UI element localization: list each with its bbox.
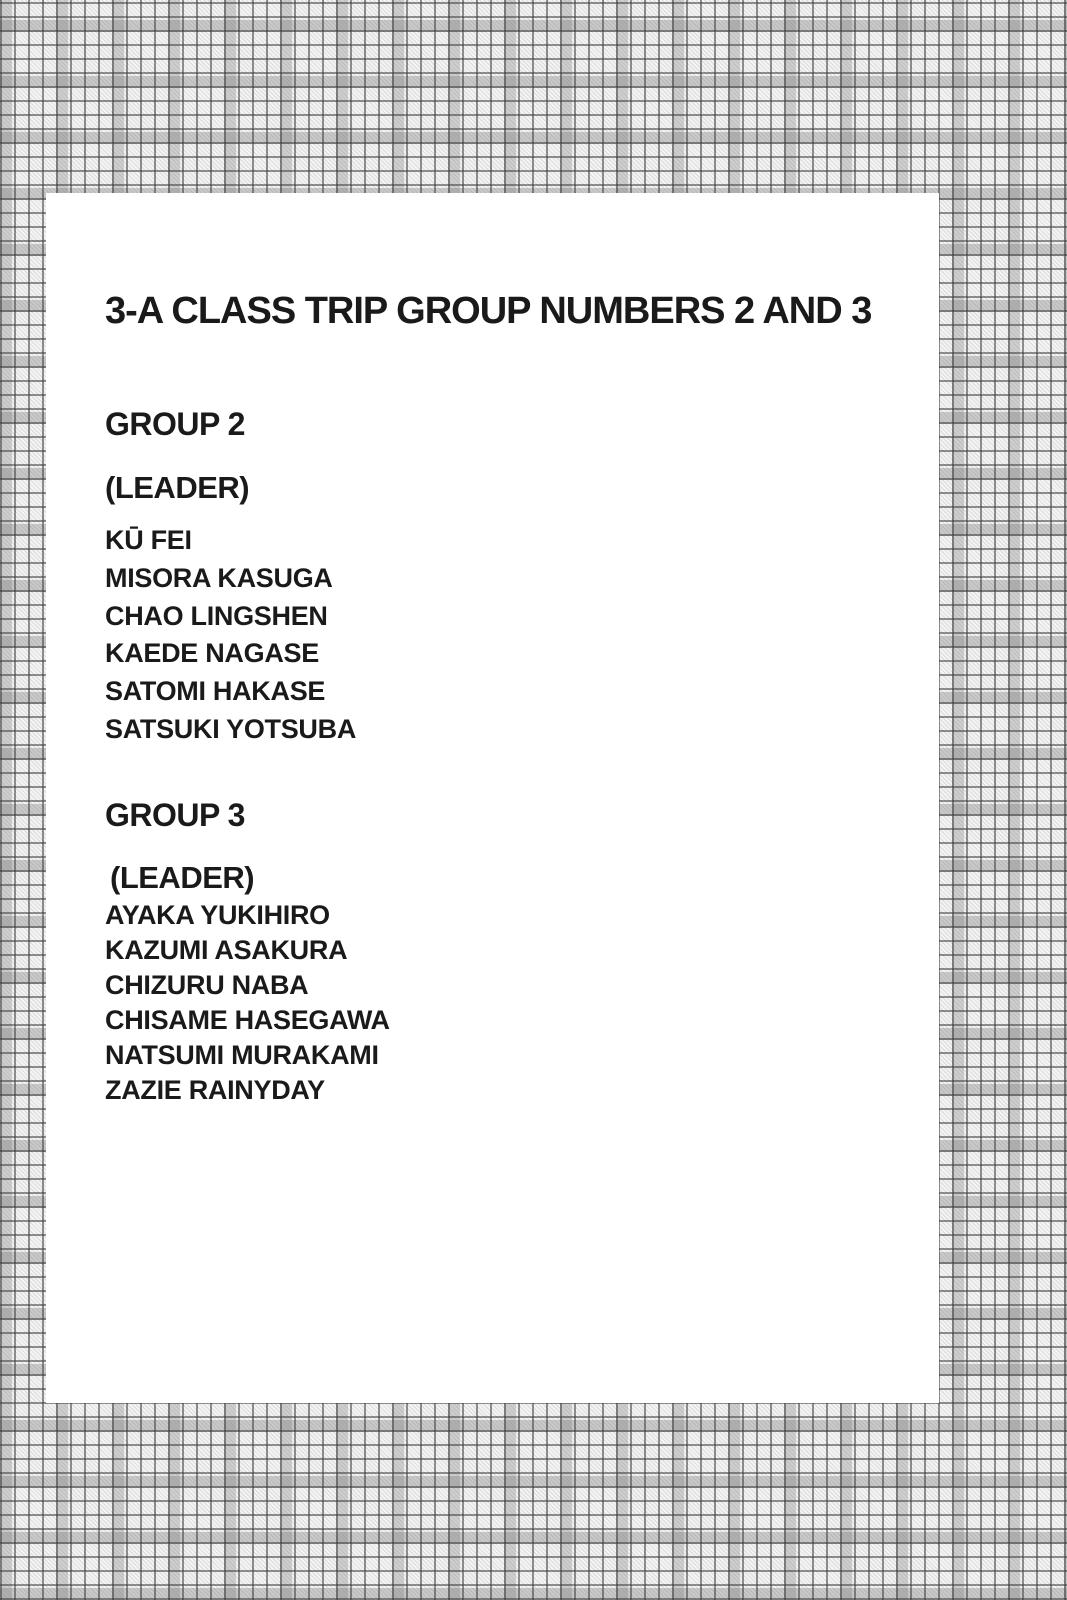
group-2-member-list: [105, 522, 356, 749]
group-3-heading: GROUP 3: [105, 797, 245, 833]
group-3-member: CHISAME HASEGAWA: [105, 1005, 390, 1035]
group-2-heading: GROUP 2: [105, 406, 245, 442]
group-2-member: KŪ FEI: [105, 525, 192, 555]
group-2-member: CHAO LINGSHEN: [105, 600, 328, 631]
group-3-leader-label: (LEADER): [110, 860, 255, 895]
group-3-member: AYAKA YUKIHIRO: [105, 900, 330, 930]
group-2-member: SATSUKI YOTSUBA: [105, 713, 357, 744]
group-2-leader-label: (LEADER): [105, 470, 250, 505]
group-3-member: KAZUMI ASAKURA: [105, 935, 348, 965]
group-2-member: KAEDE NAGASE: [105, 638, 319, 669]
group-3-member: NATSUMI MURAKAMI: [105, 1040, 379, 1070]
group-2-member: SATOMI HAKASE: [105, 676, 326, 707]
group-3-member: CHIZURU NABA: [105, 970, 309, 1000]
group-3-member-list: [105, 898, 390, 1108]
group-2-member: MISORA KASUGA: [105, 562, 333, 593]
group-3-member: ZAZIE RAINYDAY: [105, 1075, 325, 1105]
page-title: 3-A CLASS TRIP GROUP NUMBERS 2 AND 3: [105, 290, 872, 332]
